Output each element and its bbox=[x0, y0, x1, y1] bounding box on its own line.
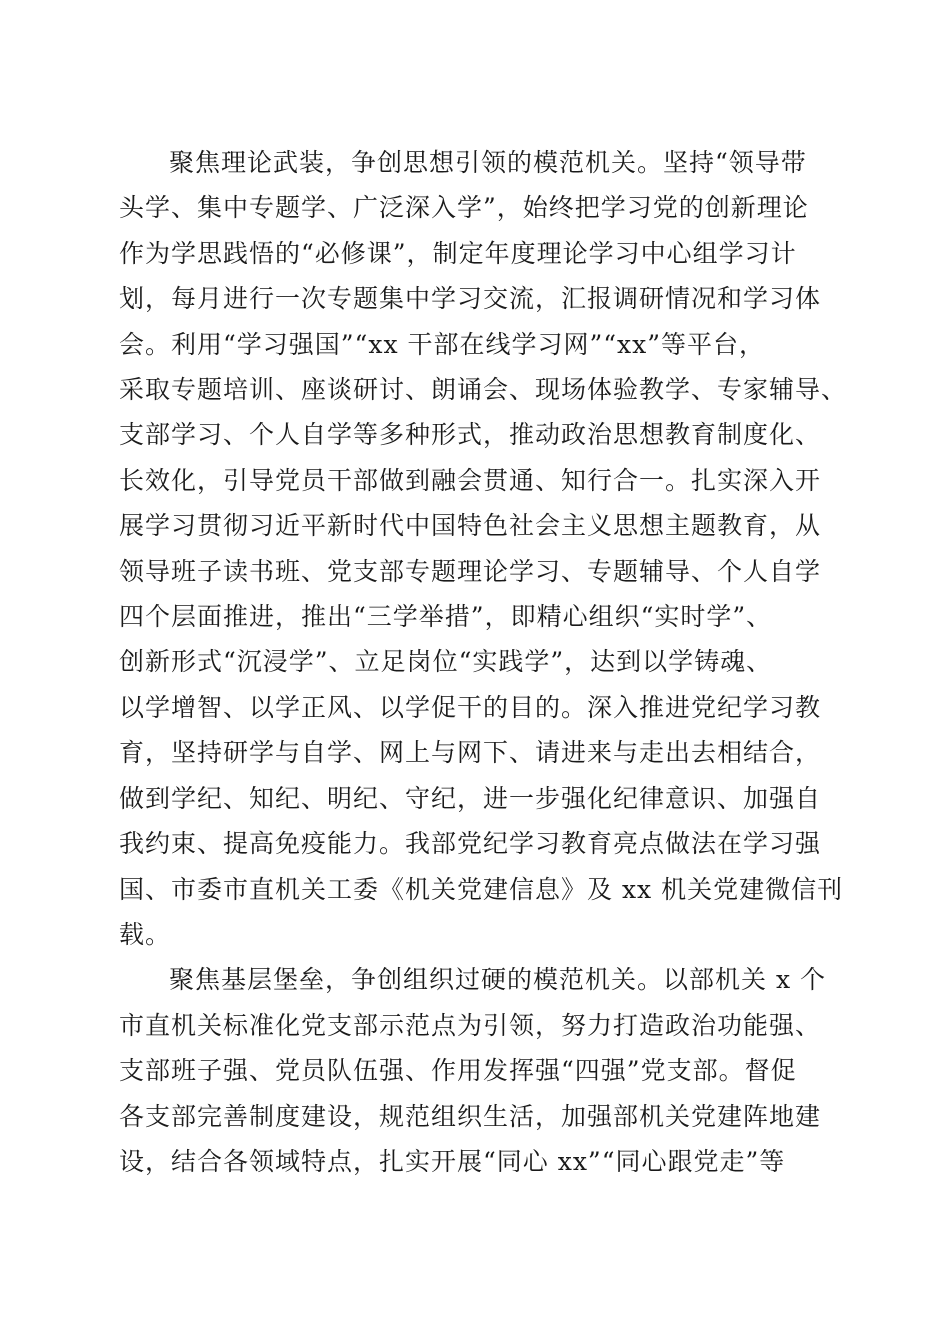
text-line: 创新形式“沉浸学”、立足岗位“实践学”，达到以学铸魂、 bbox=[119, 647, 773, 677]
paragraph-organization bbox=[119, 957, 839, 1184]
text-line: 载。 bbox=[119, 919, 172, 949]
paragraph-theory bbox=[119, 140, 848, 957]
text-line: 支部学习、个人自学等多种形式，推动政治思想教育制度化、 bbox=[119, 420, 822, 450]
text-line: 划，每月进行一次专题集中学习交流，汇报调研情况和学习体 bbox=[119, 284, 822, 314]
text-line: 设，结合各领域特点，扎实开展“同心 xx”“同心跟党走”等 bbox=[119, 1146, 786, 1176]
text-line: 头学、集中专题学、广泛深入学”，始终把学习党的创新理论 bbox=[119, 193, 809, 223]
text-line: 以学增智、以学正风、以学促干的目的。深入推进党纪学习教 bbox=[119, 692, 822, 722]
text-line: 聚焦理论武装，争创思想引领的模范机关。坚持“领导带 bbox=[169, 148, 807, 177]
text-line: 支部班子强、党员队伍强、作用发挥强“四强”党支部。督促 bbox=[119, 1056, 797, 1086]
text-line: 作为学思践悟的“必修课”，制定年度理论学习中心组学习计 bbox=[119, 238, 797, 268]
text-line: 市直机关标准化党支部示范点为引领，努力打造政治功能强、 bbox=[119, 1010, 822, 1040]
text-line: 做到学纪、知纪、明纪、守纪，进一步强化纪律意识、加强自 bbox=[119, 783, 822, 813]
text-line: 我约束、提高免疫能力。我部党纪学习教育亮点做法在学习强 bbox=[119, 829, 822, 859]
text-line: 育，坚持研学与自学、网上与网下、请进来与走出去相结合， bbox=[119, 738, 822, 768]
text-line: 各支部完善制度建设，规范组织生活，加强部机关党建阵地建 bbox=[119, 1101, 822, 1131]
text-line: 四个层面推进，推出“三学举措”，即精心组织“实时学”、 bbox=[119, 602, 773, 632]
text-line: 采取专题培训、座谈研讨、朗诵会、现场体验教学、专家辅导、 bbox=[119, 375, 848, 405]
body-text bbox=[119, 140, 848, 1184]
text-line: 长效化，引导党员干部做到融会贯通、知行合一。扎实深入开 bbox=[119, 465, 822, 495]
text-line: 聚焦基层堡垒，争创组织过硬的模范机关。以部机关 x 个 bbox=[169, 965, 826, 995]
text-line: 领导班子读书班、党支部专题理论学习、专题辅导、个人自学 bbox=[119, 556, 822, 586]
text-line: 展学习贯彻习近平新时代中国特色社会主义思想主题教育，从 bbox=[119, 511, 822, 541]
text-line: 会。利用“学习强国”“xx 干部在线学习网”“xx”等平台， bbox=[119, 329, 766, 359]
text-line: 国、市委市直机关工委《机关党建信息》及 xx 机关党建微信刊 bbox=[119, 874, 844, 904]
